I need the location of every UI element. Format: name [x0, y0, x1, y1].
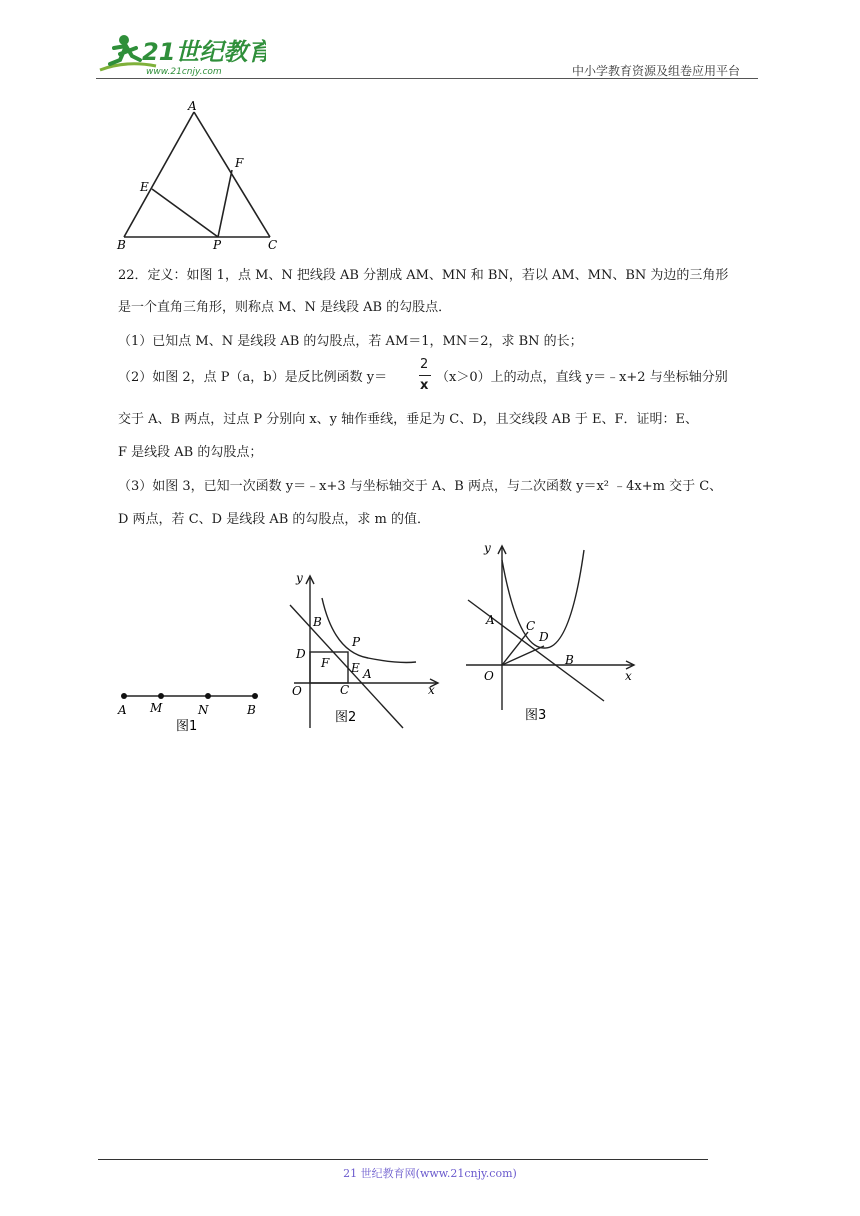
fig2-label-c: C [340, 683, 350, 697]
label-f: F [235, 156, 244, 170]
logo-text: 21世纪教育 [142, 38, 266, 66]
fig1-label-m: M [150, 701, 163, 715]
header-divider [96, 78, 758, 79]
part-1: （1）已知点 M、N 是线段 AB 的勾股点，若 AM＝1，MN＝2，求 BN 的长； [118, 334, 583, 349]
site-logo [96, 30, 266, 80]
part-2-text-a: （2）如图 2，点 P（a，b）是反比例函数 y＝ [118, 370, 388, 385]
fig2-label-p: P [352, 635, 361, 649]
problem-line-1: 22．定义：如图 1，点 M、N 把线段 AB 分割成 AM、MN 和 BN，若以 AM、MN、BN 为边的三角形 [118, 268, 729, 283]
fig3-label-y: y [484, 541, 491, 555]
part-2-text-b: （x＞0）上的动点，直线 y＝﹣x+2 与坐标轴分别 [436, 370, 728, 385]
fig2-label-o: O [292, 684, 302, 698]
fig3-label-b: B [565, 653, 574, 667]
fig3-label-c: C [526, 619, 536, 633]
platform-title: 中小学教育资源及组卷应用平台 [572, 64, 741, 78]
fraction-bar [419, 375, 431, 376]
footer-divider [98, 1159, 708, 1160]
fig1-label-n: N [198, 703, 209, 717]
logo-url: www.21cnjy.com [146, 67, 222, 77]
figure-1 [112, 688, 262, 738]
fig2-label-a: A [363, 667, 372, 681]
fig1-caption: 图1 [176, 719, 198, 734]
fig2-label-y: y [296, 571, 303, 585]
fig3-caption: 图3 [525, 708, 547, 723]
fig3-label-a: A [486, 613, 495, 627]
fig3-label-o: O [484, 669, 494, 683]
fig3-label-d: D [539, 630, 549, 644]
figure-3 [462, 538, 642, 728]
fig1-label-a: A [118, 703, 127, 717]
fig1-label-b: B [247, 703, 256, 717]
label-p: P [213, 238, 222, 252]
label-e: E [140, 180, 149, 194]
footer-link[interactable]: 21 世纪教育网(www.21cnjy.com) [343, 1167, 517, 1180]
fig2-caption: 图2 [335, 710, 357, 725]
figure-2 [278, 568, 448, 733]
part-3-line-2: D 两点，若 C、D 是线段 AB 的勾股点，求 m 的值． [118, 512, 430, 527]
problem-line-2: 是一个直角三角形，则称点 M、N 是线段 AB 的勾股点． [118, 300, 452, 315]
label-a: A [188, 99, 197, 113]
fraction-denominator: x [420, 378, 429, 393]
fig2-label-e: E [351, 661, 360, 675]
part-2-line-3: F 是线段 AB 的勾股点； [118, 445, 263, 460]
part-3-line-1: （3）如图 3，已知一次函数 y＝﹣x+3 与坐标轴交于 A、B 两点，与二次函数 y＝x² ﹣4x+m 交于 C、 [118, 479, 723, 494]
triangle-figure [112, 98, 292, 254]
label-c: C [268, 238, 278, 252]
fraction-numerator: 2 [420, 357, 429, 372]
fig2-label-x: x [428, 683, 435, 697]
part-2-line-2: 交于 A、B 两点，过点 P 分别向 x、y 轴作垂线，垂足为 C、D，且交线段 AB 于 E、F．证明：E、 [118, 412, 698, 427]
fig3-label-x: x [625, 669, 632, 683]
fig2-label-b: B [313, 615, 322, 629]
fig2-label-d: D [296, 647, 306, 661]
fig2-label-f: F [321, 656, 330, 670]
label-b: B [117, 238, 126, 252]
